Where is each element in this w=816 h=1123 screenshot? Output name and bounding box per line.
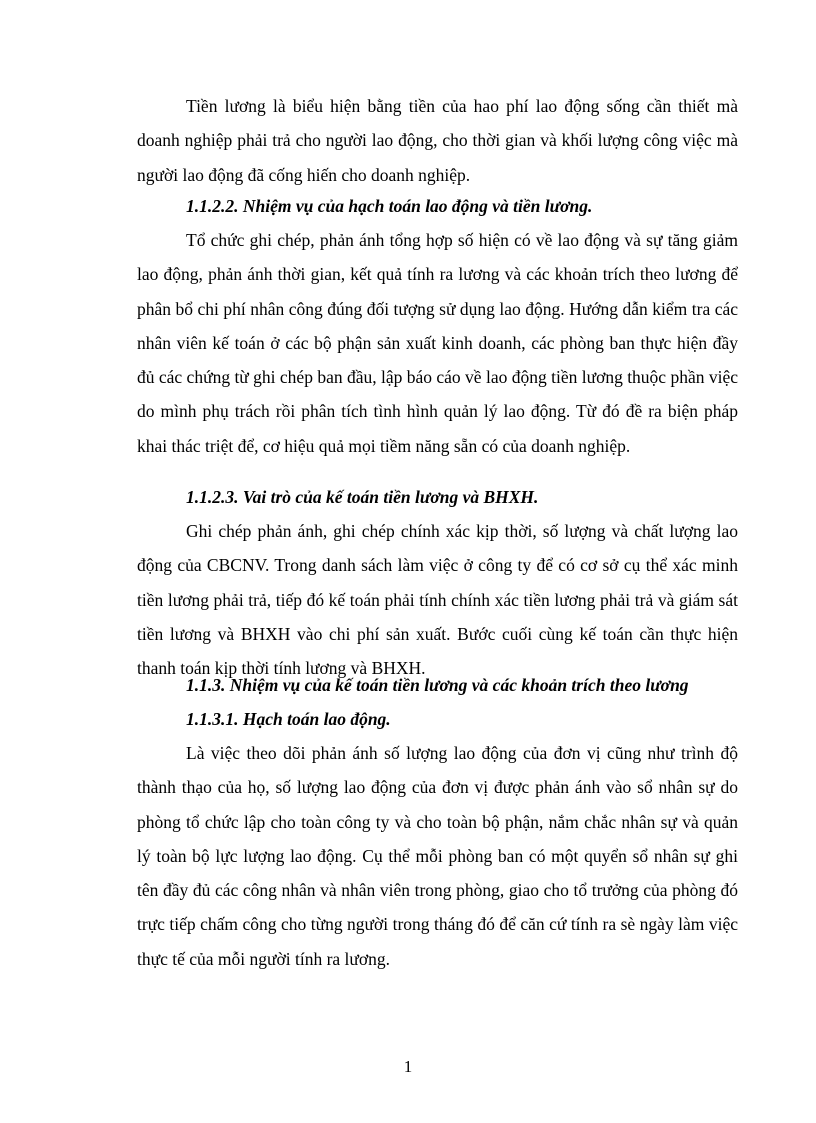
paragraph-accounting-role: Ghi chép phản ánh, ghi chép chính xác kịp thời, số lượng và chất lượng lao động của CBCNV. Trong danh sách làm việc ở công ty để có cơ sở cụ thể xác minh tiền lương phải trả, tiếp đó kế toán phải tính chính xác tiền lương phải trả và giám sát tiền lương và BHXH vào chi phí sản xuất. Bước cuối cùng kế toán cần thực hiện thanh toán kịp thời tính lương và BHXH.: [137, 521, 738, 679]
paragraph-labor-accounting: Là việc theo dõi phản ánh số lượng lao động của đơn vị cũng như trình độ thành thạo của họ, số lượng lao động của đơn vị được phản ánh vào sổ nhân sự do phòng tổ chức lập cho toàn công ty và cho toàn bộ phận, nắm chắc nhân sự và quản lý toàn bộ lực lượng lao động. Cụ thể mỗi phòng ban có một quyển sổ nhân sự ghi tên đầy đủ các công nhân và nhân viên trong phòng, giao cho tổ trưởng của phòng đó trực tiếp chấm công cho từng người trong tháng đó để căn cứ tính ra sè ngày làm việc thực tế của mỗi người tính ra lương.: [137, 743, 738, 969]
heading-1-1-3-1: 1.1.3.1. Hạch toán lao động.: [186, 709, 391, 729]
heading-1-1-2-3: 1.1.2.3. Vai trò của kế toán tiền lương và BHXH.: [186, 487, 539, 507]
heading-1-1-3: 1.1.3. Nhiệm vụ của kế toán tiền lương và các khoản trích theo lương: [186, 675, 689, 695]
heading-1-1-2-2: 1.1.2.2. Nhiệm vụ của hạch toán lao động và tiền lương.: [186, 196, 593, 216]
paragraph-salary-definition: Tiền lương là biểu hiện bằng tiền của hao phí lao động sống cần thiết mà doanh nghiệp phải trả cho người lao động, cho thời gian và khối lượng công việc mà người lao động đã cống hiến cho doanh nghiệp.: [137, 96, 738, 185]
paragraph-accounting-tasks: Tổ chức ghi chép, phản ánh tổng hợp số hiện có về lao động và sự tăng giảm lao động, phản ánh thời gian, kết quả tính ra lương và các khoản trích theo lương để phân bổ chi phí nhân công đúng đối tượng sử dụng lao động. Hướng dẫn kiểm tra các nhân viên kế toán ở các bộ phận sản xuất kinh doanh, các phòng ban thực hiện đầy đủ các chứng từ ghi chép ban đầu, lập báo cáo về lao động tiền lương thuộc phần việc do mình phụ trách rồi phân tích tình hình quản lý lao động. Từ đó đề ra biện pháp khai thác triệt để, cơ hiệu quả mọi tiềm năng sẵn có của doanh nghiệp.: [137, 230, 738, 456]
page-number: 1: [403, 1057, 413, 1076]
